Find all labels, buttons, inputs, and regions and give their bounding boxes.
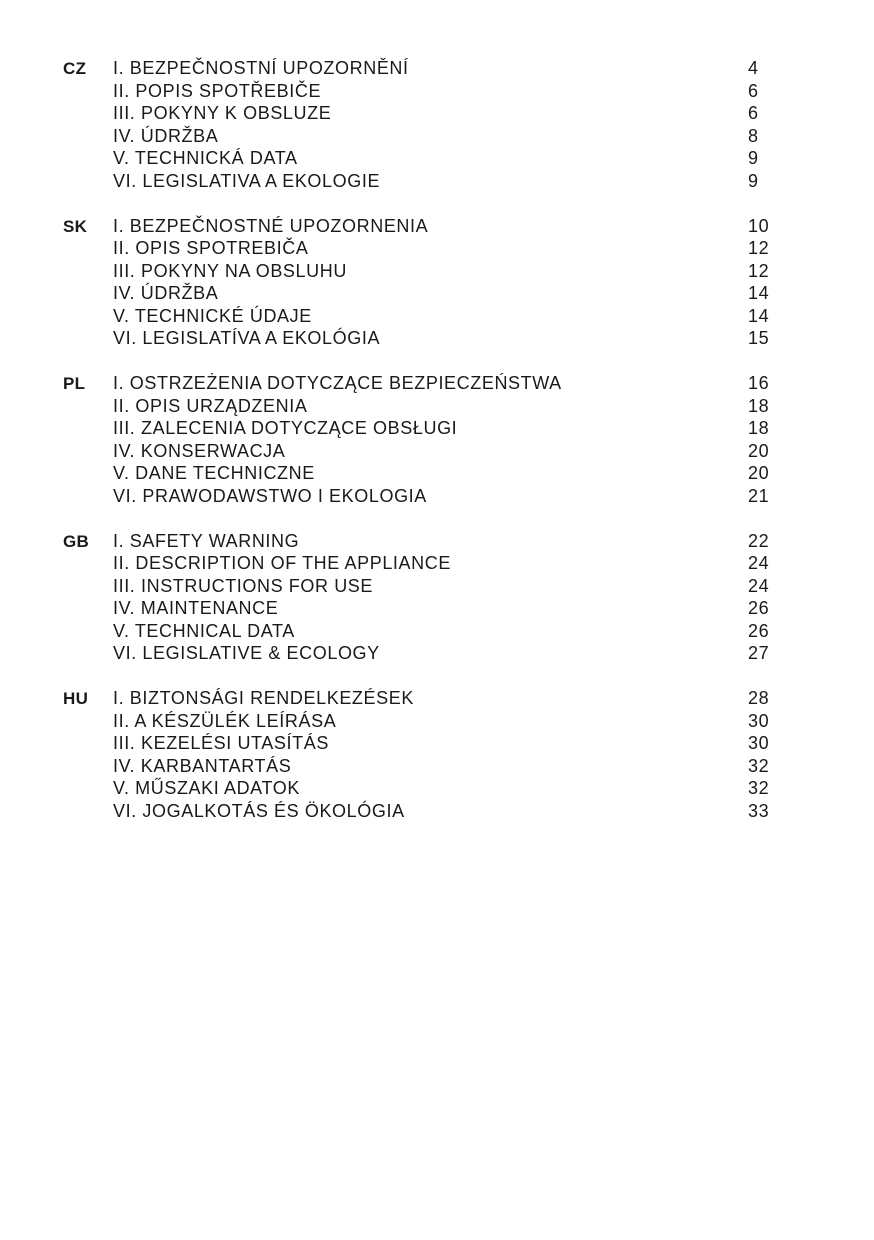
toc-entry <box>0 642 874 665</box>
toc-entry-page: 33 <box>748 800 770 821</box>
toc-entry-page: 20 <box>748 440 770 461</box>
toc-entry <box>0 755 874 778</box>
toc-entry <box>0 687 874 710</box>
toc-entry <box>0 170 874 193</box>
toc-entry-title: V. TECHNICKÁ DATA <box>113 148 298 168</box>
toc-entry-page: 16 <box>748 373 770 393</box>
toc-entry-title: II. OPIS SPOTREBIČA <box>113 238 309 258</box>
toc-entry-page: 27 <box>748 643 770 663</box>
toc-entry-page: 26 <box>748 620 770 641</box>
language-code: HU <box>63 689 89 708</box>
toc-entry <box>0 237 874 260</box>
toc-entry <box>0 485 874 508</box>
toc-section <box>0 530 874 665</box>
toc-entry-page: 22 <box>748 530 770 551</box>
toc-entry <box>0 620 874 643</box>
toc-entry <box>0 57 874 80</box>
toc-entry-title: V. TECHNICAL DATA <box>113 620 295 641</box>
toc-entry <box>0 800 874 823</box>
toc-entry-title: III. ZALECENIA DOTYCZĄCE OBSŁUGI <box>113 418 458 438</box>
toc-entry-page: 4 <box>748 58 759 78</box>
toc-entry-title: I. BEZPEČNOSTNÉ UPOZORNENIA <box>113 215 429 236</box>
toc-entry-page: 8 <box>748 125 759 146</box>
toc-entry-title: V. TECHNICKÉ ÚDAJE <box>113 305 312 326</box>
toc-entry <box>0 260 874 283</box>
toc-entry-title: III. INSTRUCTIONS FOR USE <box>113 575 374 596</box>
toc-entry-page: 24 <box>748 575 770 596</box>
toc-entry <box>0 215 874 238</box>
toc-entry-page: 9 <box>748 170 759 191</box>
toc-entry <box>0 417 874 440</box>
toc-entry-page: 14 <box>748 283 770 303</box>
toc-section <box>0 57 874 192</box>
toc-entry-title: I. OSTRZEŻENIA DOTYCZĄCE BEZPIECZEŃSTWA <box>113 373 562 393</box>
language-code: PL <box>63 374 86 393</box>
toc-entry-page: 18 <box>748 418 770 438</box>
toc-entry-title: IV. ÚDRŽBA <box>113 125 219 146</box>
toc-entry <box>0 80 874 103</box>
toc-entry <box>0 597 874 620</box>
toc-section <box>0 215 874 350</box>
toc-entry-title: IV. ÚDRŽBA <box>113 283 219 303</box>
toc-entry <box>0 327 874 350</box>
toc-entry-page: 15 <box>748 328 770 348</box>
toc-entry-title: III. KEZELÉSI UTASÍTÁS <box>113 733 329 753</box>
toc-entry <box>0 125 874 148</box>
toc-entry-page: 21 <box>748 485 770 506</box>
toc-entry <box>0 395 874 418</box>
toc-entry-page: 32 <box>748 778 770 798</box>
toc-entry <box>0 462 874 485</box>
toc-entry <box>0 147 874 170</box>
toc-entry-title: IV. MAINTENANCE <box>113 598 279 618</box>
toc-entry-page: 32 <box>748 755 770 776</box>
toc-entry-title: II. DESCRIPTION OF THE APPLIANCE <box>113 553 451 573</box>
toc-entry-title: V. MŰSZAKI ADATOK <box>113 778 300 798</box>
toc-entry-title: IV. KONSERWACJA <box>113 440 286 461</box>
toc-entry <box>0 552 874 575</box>
toc-entry-title: I. BEZPEČNOSTNÍ UPOZORNĚNÍ <box>113 58 409 78</box>
language-code: SK <box>63 216 88 236</box>
language-code: CZ <box>63 59 87 78</box>
language-code: GB <box>63 531 90 551</box>
toc-entry <box>0 710 874 733</box>
toc-entry-page: 12 <box>748 238 770 258</box>
toc-entry-title: IV. KARBANTARTÁS <box>113 755 292 776</box>
toc-entry-page: 6 <box>748 80 759 101</box>
toc-entry <box>0 777 874 800</box>
toc-entry-page: 26 <box>748 598 770 618</box>
toc-entry-title: I. SAFETY WARNING <box>113 530 300 551</box>
toc-entry <box>0 440 874 463</box>
toc-entry-title: I. BIZTONSÁGI RENDELKEZÉSEK <box>113 688 414 708</box>
table-of-contents <box>0 57 874 845</box>
toc-entry-page: 30 <box>748 733 770 753</box>
toc-entry-title: II. OPIS URZĄDZENIA <box>113 395 308 416</box>
toc-entry-title: VI. PRAWODAWSTWO I EKOLOGIA <box>113 485 427 506</box>
toc-entry-page: 9 <box>748 148 759 168</box>
toc-entry <box>0 282 874 305</box>
toc-entry <box>0 102 874 125</box>
toc-entry-page: 14 <box>748 305 770 326</box>
toc-entry-title: II. A KÉSZÜLÉK LEÍRÁSA <box>113 710 337 731</box>
toc-section <box>0 687 874 822</box>
toc-entry <box>0 372 874 395</box>
toc-entry-title: VI. JOGALKOTÁS ÉS ÖKOLÓGIA <box>113 800 405 821</box>
toc-section <box>0 372 874 507</box>
toc-entry-title: VI. LEGISLATIVE & ECOLOGY <box>113 643 380 663</box>
toc-entry-page: 30 <box>748 710 770 731</box>
toc-entry-title: III. POKYNY K OBSLUZE <box>113 103 332 123</box>
toc-entry-page: 18 <box>748 395 770 416</box>
toc-entry-page: 10 <box>748 215 770 236</box>
toc-entry <box>0 530 874 553</box>
toc-entry-page: 12 <box>748 260 770 281</box>
toc-entry <box>0 732 874 755</box>
toc-entry-title: V. DANE TECHNICZNE <box>113 463 315 483</box>
toc-entry <box>0 305 874 328</box>
toc-entry-page: 20 <box>748 463 770 483</box>
toc-entry-title: VI. LEGISLATÍVA A EKOLÓGIA <box>113 328 381 348</box>
toc-entry-page: 28 <box>748 688 770 708</box>
toc-entry-title: III. POKYNY NA OBSLUHU <box>113 260 347 281</box>
toc-entry-page: 6 <box>748 103 759 123</box>
toc-entry-page: 24 <box>748 553 770 573</box>
toc-entry-title: VI. LEGISLATIVA A EKOLOGIE <box>113 170 381 191</box>
toc-entry <box>0 575 874 598</box>
toc-entry-title: II. POPIS SPOTŘEBIČE <box>113 80 322 101</box>
